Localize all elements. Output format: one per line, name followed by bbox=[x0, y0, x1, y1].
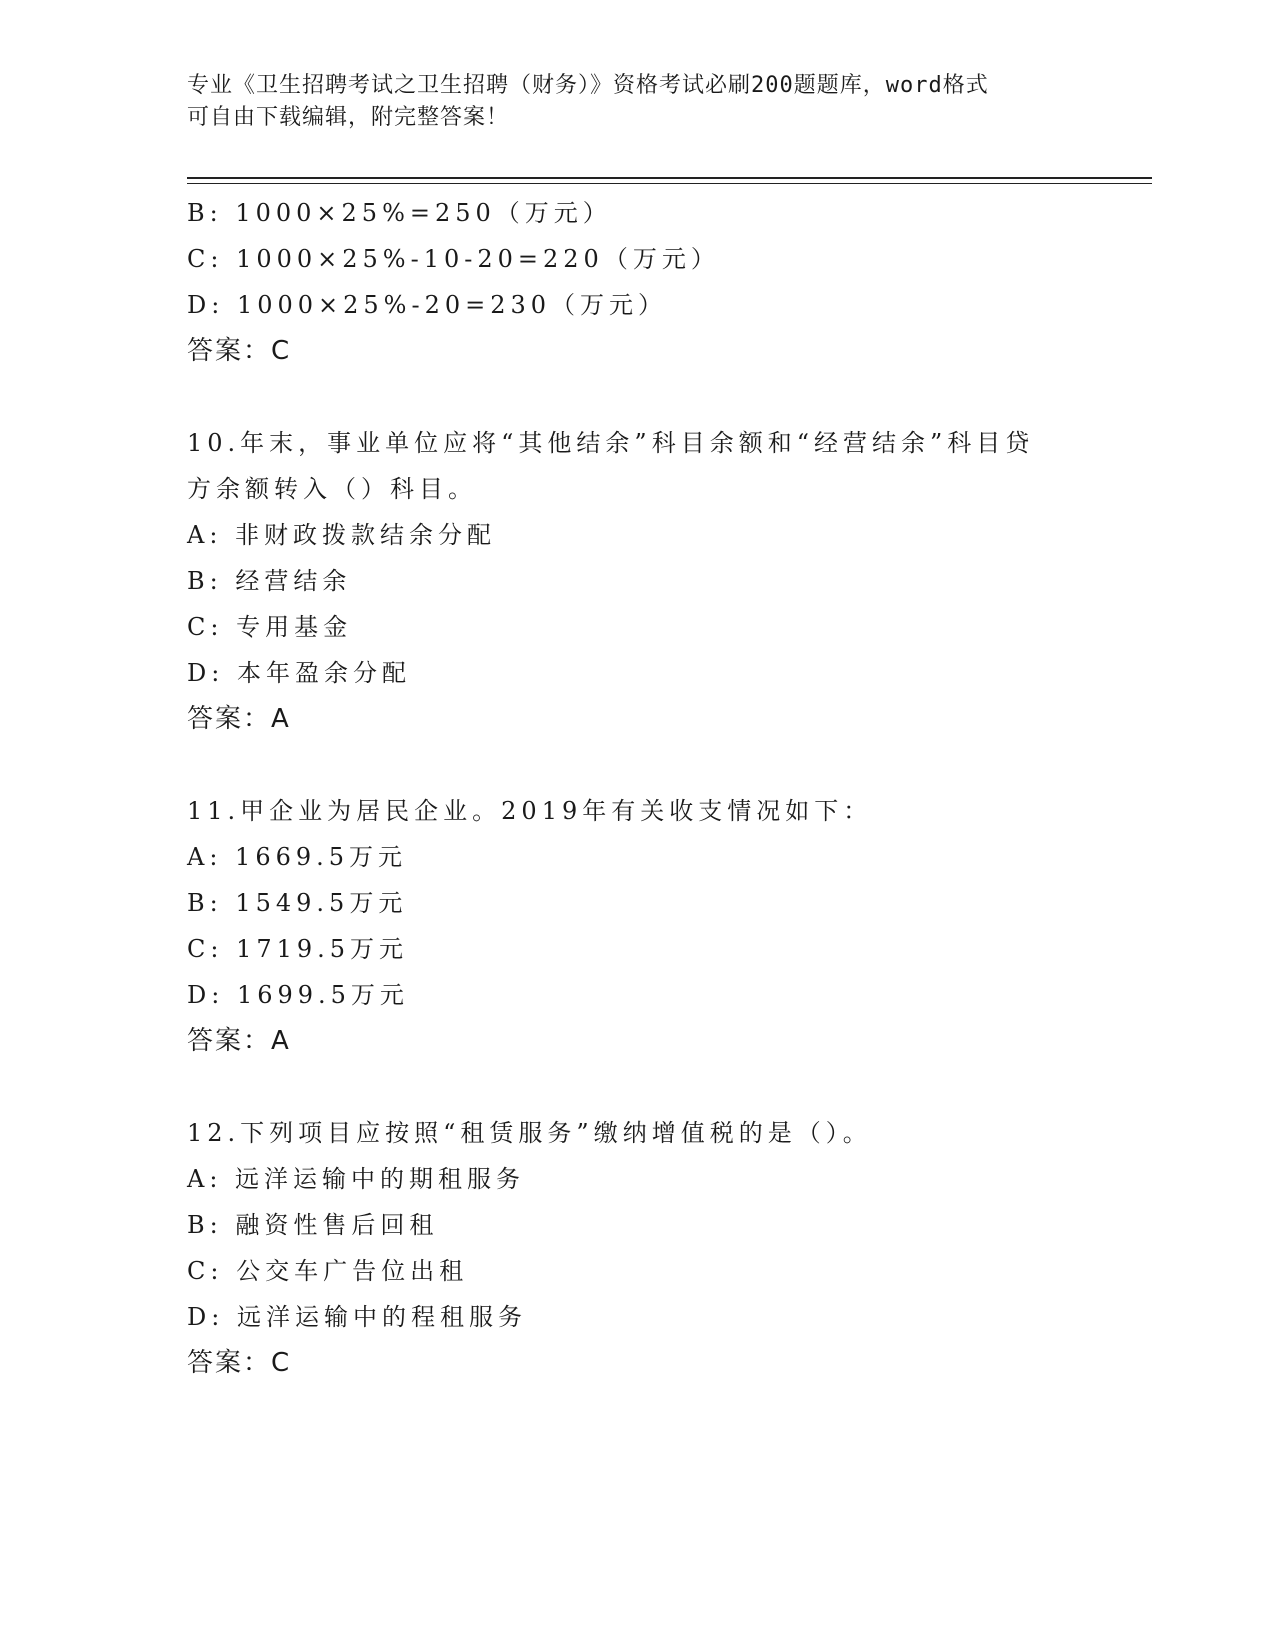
header-rule-thin bbox=[187, 183, 1152, 184]
option-a: A: 1669.5万元 bbox=[187, 843, 408, 871]
option-a: A: 远洋运输中的期租服务 bbox=[187, 1165, 526, 1193]
option-c: C: 专用基金 bbox=[187, 613, 353, 641]
intro-line-1: 专业《卫生招聘考试之卫生招聘（财务）》资格考试必刷200题题库，word格式 bbox=[187, 73, 989, 98]
option-b: B: 1549.5万元 bbox=[187, 889, 408, 917]
option-b: B: 融资性售后回租 bbox=[187, 1211, 439, 1239]
question-list bbox=[187, 190, 1087, 1386]
stem-line-1: 10.年末，事业单位应将“其他结余”科目余额和“经营结余”科目贷 bbox=[187, 429, 1035, 457]
question-stem bbox=[187, 420, 1087, 512]
document-intro bbox=[187, 70, 1087, 134]
question-stem: 12.下列项目应按照“租赁服务”缴纳增值税的是（）。 bbox=[187, 1119, 872, 1147]
answer-line: 答案：C bbox=[187, 1348, 292, 1378]
stem-line-2: 方余额转入（）科目。 bbox=[187, 475, 477, 503]
question-9 bbox=[187, 190, 1087, 374]
answer-line: 答案：A bbox=[187, 704, 291, 734]
option-c: C: 公交车广告位出租 bbox=[187, 1257, 469, 1285]
header-rule-thick bbox=[187, 177, 1152, 179]
option-b: B: 1000×25%=250（万元） bbox=[187, 199, 612, 227]
answer-line: 答案：C bbox=[187, 336, 292, 366]
option-c: C: 1719.5万元 bbox=[187, 935, 409, 963]
question-spacer bbox=[187, 374, 1087, 420]
question-spacer bbox=[187, 1064, 1087, 1110]
intro-line-2: 可自由下载编辑，附完整答案！ bbox=[187, 105, 510, 130]
option-d: D: 本年盈余分配 bbox=[187, 659, 411, 687]
option-c: C: 1000×25%-10-20=220（万元） bbox=[187, 245, 720, 273]
question-11 bbox=[187, 788, 1087, 1064]
option-d: D: 1000×25%-20=230（万元） bbox=[187, 291, 668, 319]
question-12 bbox=[187, 1110, 1087, 1386]
question-spacer bbox=[187, 742, 1087, 788]
option-d: D: 1699.5万元 bbox=[187, 981, 409, 1009]
option-d: D: 远洋运输中的程租服务 bbox=[187, 1303, 527, 1331]
question-10 bbox=[187, 420, 1087, 742]
question-stem: 11.甲企业为居民企业。2019年有关收支情况如下： bbox=[187, 797, 873, 825]
answer-line: 答案：A bbox=[187, 1026, 291, 1056]
option-b: B: 经营结余 bbox=[187, 567, 352, 595]
option-a: A: 非财政拨款结余分配 bbox=[187, 521, 497, 549]
